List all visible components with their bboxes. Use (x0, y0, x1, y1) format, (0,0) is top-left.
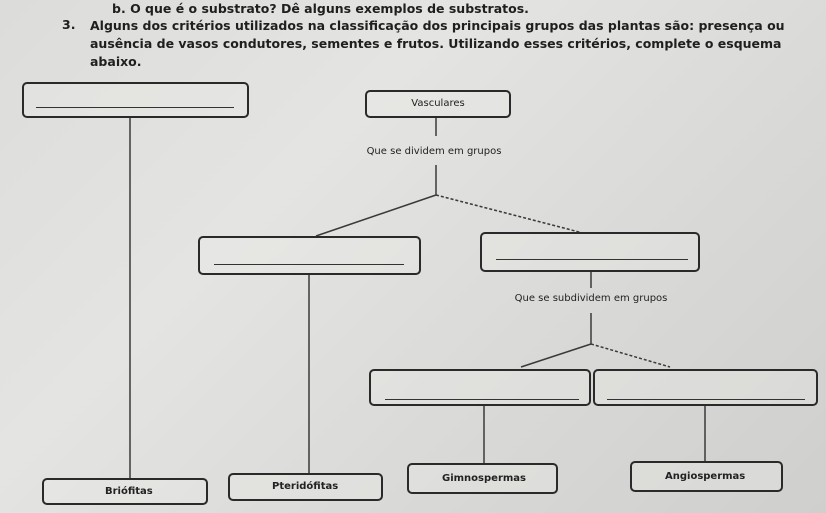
question-3-line-1: Alguns dos critérios utilizados na classificação dos principais grupos das plantas são: presença ou (90, 18, 785, 33)
leaf-box-gimnospermas (407, 463, 558, 494)
answer-box-mid-left[interactable] (198, 236, 421, 275)
vasculares-label: Vasculares (411, 98, 465, 109)
answer-box-bottom-right[interactable] (593, 369, 818, 406)
connector-branch-left (316, 195, 436, 236)
answer-blank-line[interactable] (385, 399, 579, 400)
vasculares-box (365, 90, 511, 118)
answer-blank-line[interactable] (496, 259, 688, 260)
answer-blank-line[interactable] (214, 264, 404, 265)
answer-box-mid-right[interactable] (480, 232, 700, 272)
answer-box-top-left[interactable] (22, 82, 249, 118)
question-3-number: 3. (62, 17, 76, 32)
answer-blank-line[interactable] (607, 399, 805, 400)
split-label-1: Que se dividem em grupos (366, 146, 502, 157)
answer-blank-line[interactable] (36, 107, 234, 108)
leaf-label-briofitas: Briófitas (105, 486, 153, 497)
connector-branch-2-right (591, 344, 670, 367)
connector-branch-right (436, 195, 583, 233)
answer-box-bottom-left[interactable] (369, 369, 591, 406)
leaf-box-briofitas (42, 478, 208, 505)
leaf-label-pteridofitas: Pteridófitas (272, 481, 339, 492)
question-3-line-2: ausência de vasos condutores, sementes e frutos. Utilizando esses critérios, complete o esquema (90, 36, 782, 51)
question-b-marker: b. (112, 1, 126, 16)
question-3-line-3: abaixo. (90, 54, 142, 69)
connector-branch-2-left (521, 344, 591, 367)
question-b-text: O que é o substrato? Dê alguns exemplos de substratos. (130, 1, 529, 16)
leaf-box-angiospermas (630, 461, 783, 492)
leaf-label-gimnospermas: Gimnospermas (442, 473, 526, 484)
split-label-2: Que se subdividem em grupos (514, 293, 668, 304)
leaf-label-angiospermas: Angiospermas (665, 471, 746, 482)
leaf-box-pteridofitas (228, 473, 383, 501)
